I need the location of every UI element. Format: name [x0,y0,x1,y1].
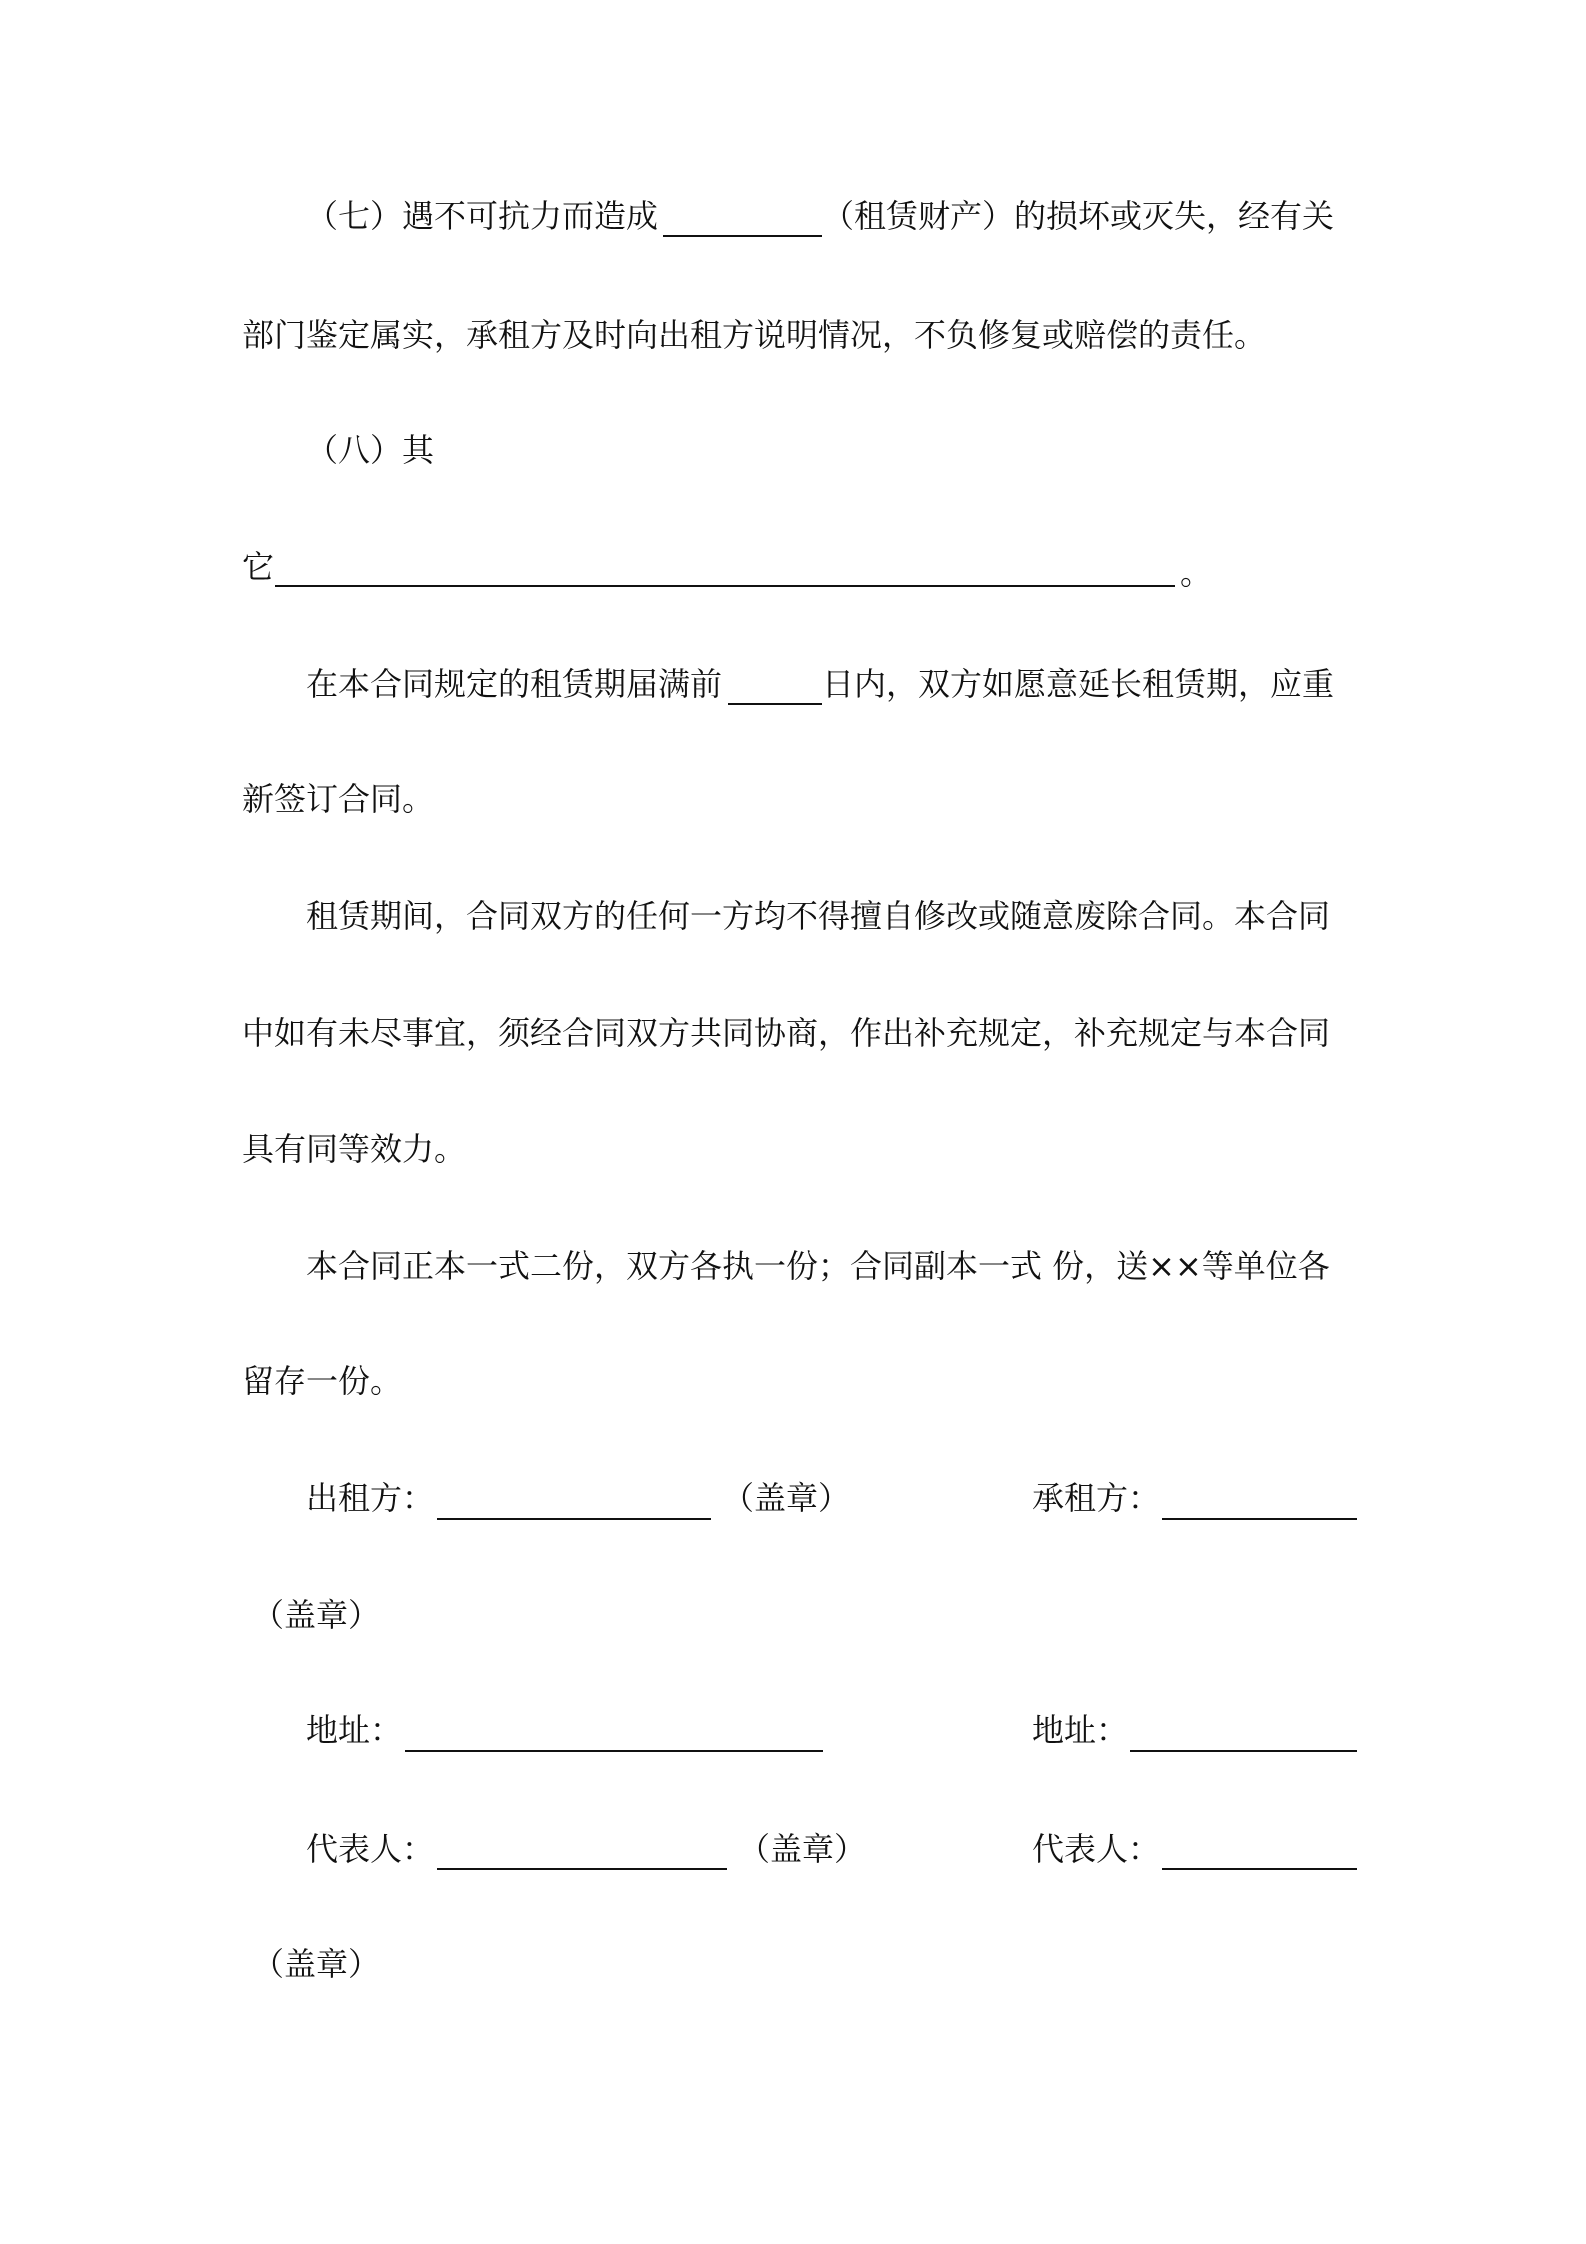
clause-7-text: （七）遇不可抗力而造成 [306,197,659,235]
clause-8-text-line2: 它 [242,548,275,586]
renewal-text: 在本合同规定的租赁期届满前 [306,665,723,703]
other-terms-blank[interactable] [275,585,1175,587]
clause-7-text-line2: 部门鉴定属实，承租方及时向出租方说明情况，不负修复或赔偿的责任。 [242,316,1267,354]
lessee-label: 承租方： [1032,1479,1161,1517]
clause-8-text: （八）其 [306,431,435,469]
lessee-address-blank[interactable] [1130,1750,1357,1752]
copies-text-line2: 留存一份。 [242,1362,403,1400]
lessee-representative-seal: （盖章） [252,1945,381,1983]
lessor-blank[interactable] [437,1518,711,1520]
lessor-seal: （盖章） [722,1479,851,1517]
renewal-text-line2: 新签订合同。 [242,780,435,818]
lessee-blank[interactable] [1162,1518,1357,1520]
lessor-label: 出租方： [306,1479,435,1517]
renewal-text-cont: 日内，双方如愿意延长租赁期，应重 [822,665,1335,703]
lessee-seal: （盖章） [252,1596,381,1634]
amendment-text: 租赁期间，合同双方的任何一方均不得擅自修改或随意废除合同。本合同 [306,897,1331,935]
amendment-text-line3: 具有同等效力。 [242,1130,467,1168]
clause-8-period: 。 [1180,554,1213,592]
lessee-representative-blank[interactable] [1162,1868,1357,1870]
leased-property-blank[interactable] [663,235,822,237]
lessor-representative-seal: （盖章） [738,1830,867,1868]
lessee-address-label: 地址： [1032,1711,1129,1749]
lessor-representative-blank[interactable] [437,1868,727,1870]
clause-7-text-cont: （租赁财产）的损坏或灭失，经有关 [822,197,1335,235]
renewal-days-blank[interactable] [728,703,822,705]
lessor-address-blank[interactable] [405,1750,823,1752]
amendment-text-line2: 中如有未尽事宜，须经合同双方共同协商，作出补充规定，补充规定与本合同 [242,1014,1331,1052]
copies-text: 本合同正本一式二份，双方各执一份；合同副本一式 份，送××等单位各 [306,1247,1330,1285]
lessor-address-label: 地址： [306,1711,403,1749]
lessor-representative-label: 代表人： [306,1830,435,1868]
lessee-representative-label: 代表人： [1032,1830,1161,1868]
